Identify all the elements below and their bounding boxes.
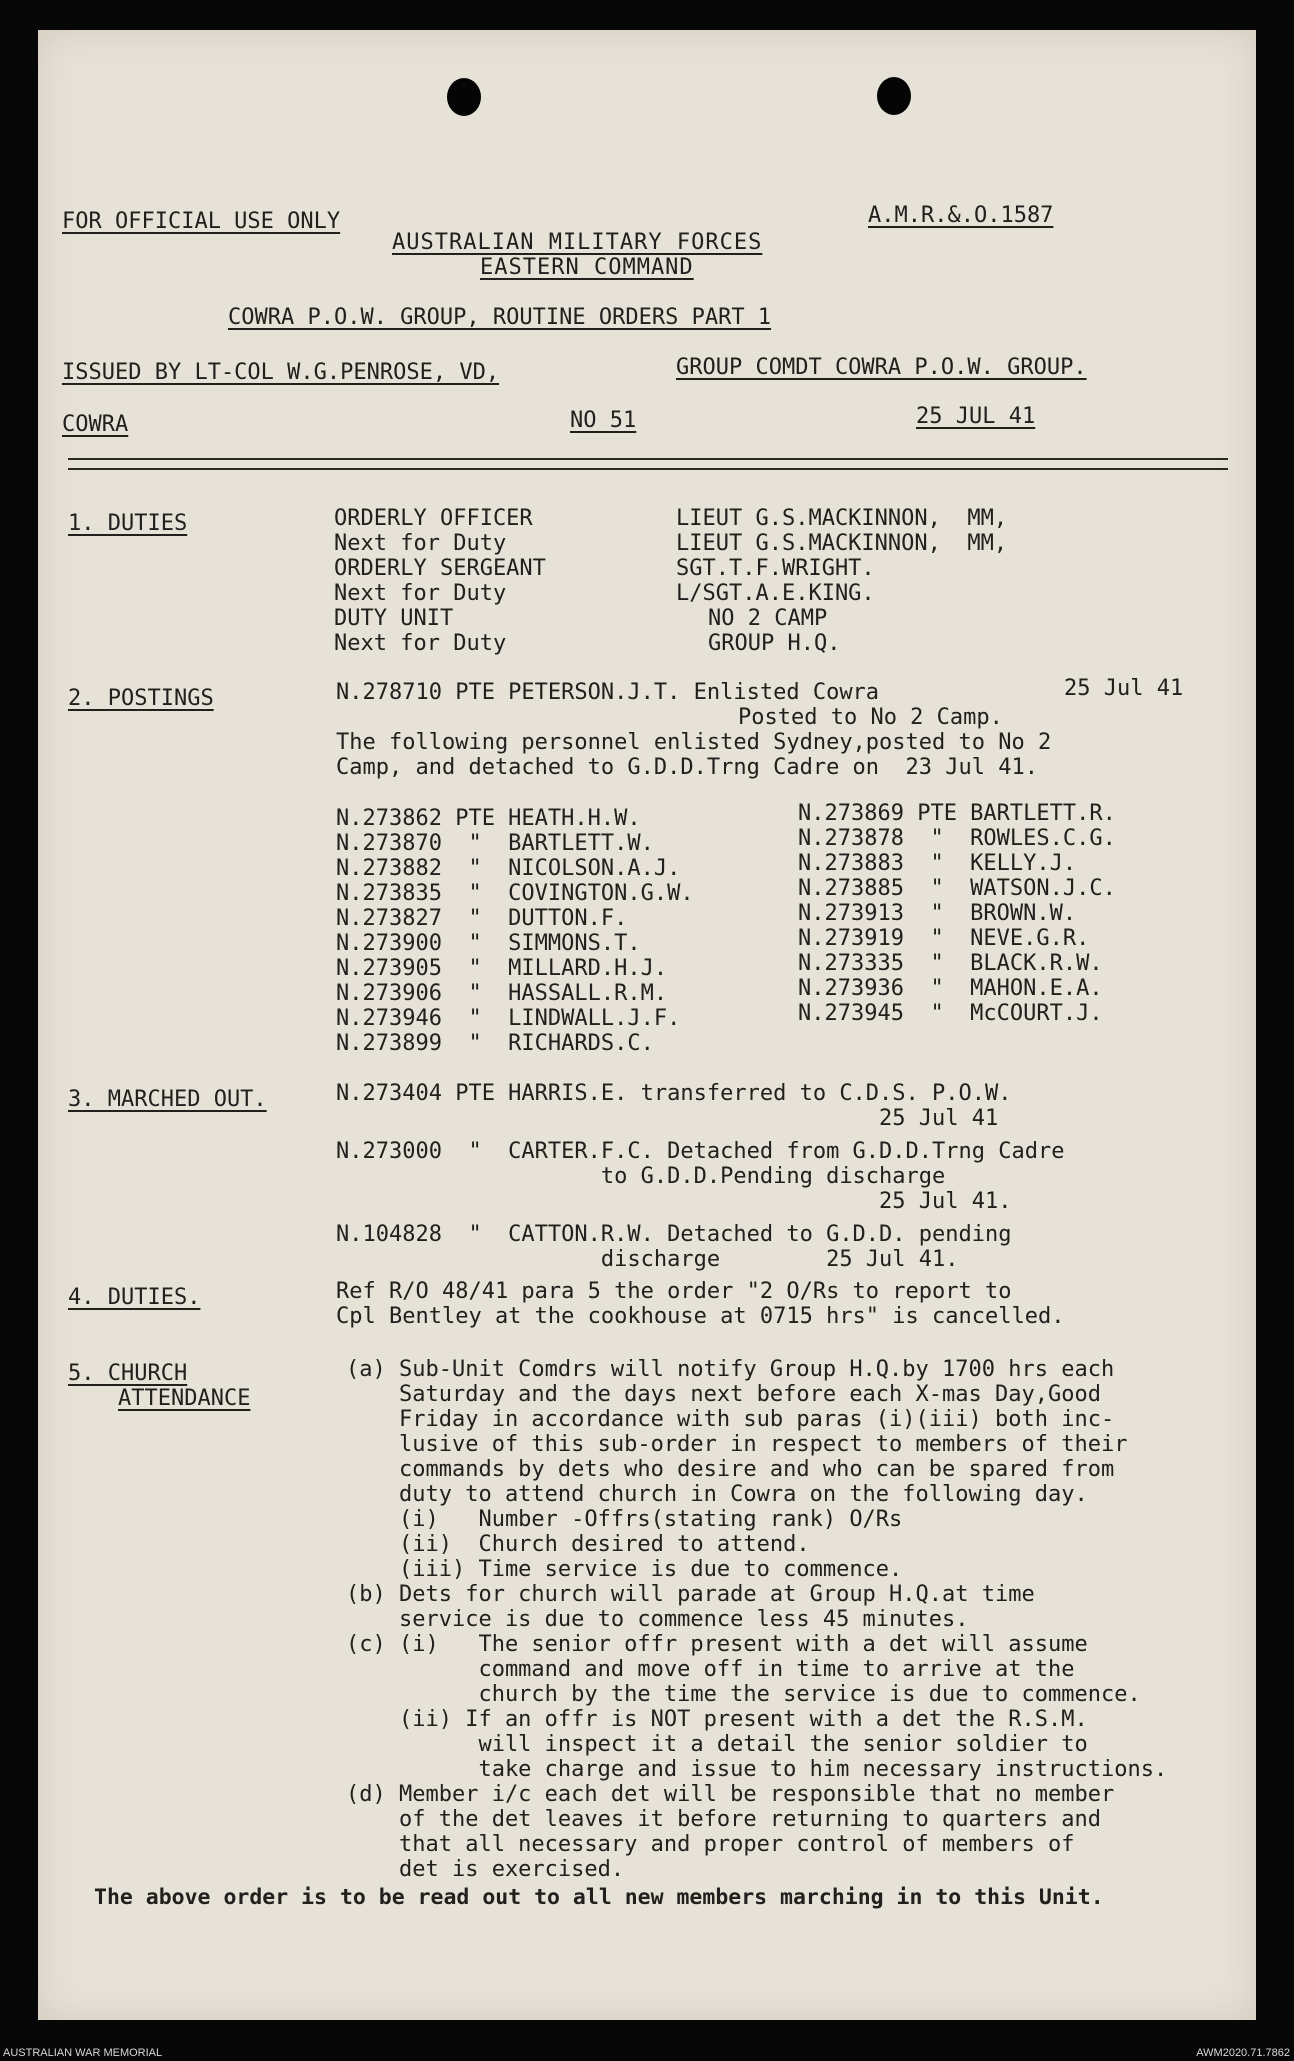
duty-person: NO 2 CAMP bbox=[708, 606, 828, 631]
section-5-heading-2: ATTENDANCE bbox=[118, 1386, 251, 1411]
duty-roles bbox=[334, 506, 546, 656]
command-title: EASTERN COMMAND bbox=[480, 255, 694, 280]
church-line: (c) (i) The senior offr present with a det will assume bbox=[346, 1632, 1088, 1657]
issued-by: ISSUED BY LT-COL W.G.PENROSE, VD, bbox=[62, 360, 500, 385]
section-2-heading: 2. POSTINGS bbox=[68, 686, 214, 711]
church-line: (iii) Time service is due to commence. bbox=[346, 1557, 903, 1582]
church-line: duty to attend church in Cowra on the following day. bbox=[346, 1482, 1088, 1507]
posting-line: The following personnel enlisted Sydney,posted to No 2 bbox=[336, 730, 1052, 755]
church-line: (b) Dets for church will parade at Group H.Q.at time bbox=[346, 1582, 1035, 1607]
duties-block bbox=[336, 1279, 1064, 1329]
church-line: lusive of this sub-order in respect to members of their bbox=[346, 1432, 1128, 1457]
duty-role: Next for Duty bbox=[334, 631, 507, 656]
marched-out-line: 25 Jul 41. bbox=[336, 1189, 1012, 1214]
list-item: N.273945 " McCOURT.J. bbox=[798, 1001, 1103, 1026]
marched-out-block bbox=[336, 1081, 1064, 1272]
list-item: N.273835 " COVINGTON.G.W. bbox=[336, 881, 694, 906]
list-item: N.273870 " BARTLETT.W. bbox=[336, 831, 654, 856]
marched-out-line: N.273404 PTE HARRIS.E. transferred to C.D.S. P.O.W. bbox=[336, 1081, 1012, 1106]
church-line: (ii) Church desired to attend. bbox=[346, 1532, 810, 1557]
section-3-heading: 3. MARCHED OUT. bbox=[68, 1087, 267, 1112]
church-line: church by the time the service is due to commence. bbox=[346, 1682, 1141, 1707]
place: COWRA bbox=[62, 412, 129, 437]
archive-reference: AWM2020.71.7862 bbox=[1196, 2047, 1290, 2059]
punch-hole-left bbox=[447, 78, 481, 116]
list-item: N.273906 " HASSALL.R.M. bbox=[336, 981, 668, 1006]
list-item: N.273936 " MAHON.E.A. bbox=[798, 976, 1103, 1001]
list-item: N.273862 PTE HEATH.H.W. bbox=[336, 806, 641, 831]
group-comdt: GROUP COMDT COWRA P.O.W. GROUP. bbox=[676, 355, 1087, 380]
church-line: Friday in accordance with sub paras (i)(iii) both inc- bbox=[346, 1407, 1115, 1432]
order-number: NO 51 bbox=[570, 408, 637, 433]
posting-line: Camp, and detached to G.D.D.Trng Cadre on 23 Jul 41. bbox=[336, 755, 1038, 780]
church-line: take charge and issue to him necessary instructions. bbox=[346, 1757, 1168, 1782]
duty-person: LIEUT G.S.MACKINNON, MM, bbox=[676, 531, 1008, 556]
church-line: command and move off in time to arrive at the bbox=[346, 1657, 1075, 1682]
duty-person: LIEUT G.S.MACKINNON, MM, bbox=[676, 506, 1008, 531]
list-item: N.273885 " WATSON.J.C. bbox=[798, 876, 1116, 901]
section-1-heading: 1. DUTIES bbox=[68, 511, 188, 536]
marched-out-line: to G.D.D.Pending discharge bbox=[336, 1164, 946, 1189]
list-item: N.273878 " ROWLES.C.G. bbox=[798, 826, 1116, 851]
church-line: service is due to commence less 45 minutes. bbox=[346, 1607, 969, 1632]
posting-line: Posted to No 2 Camp. bbox=[738, 705, 1003, 730]
order-date: 25 JUL 41 bbox=[916, 404, 1036, 429]
marched-out-line: N.273000 " CARTER.F.C. Detached from G.D.D.Trng Cadre bbox=[336, 1139, 1065, 1164]
archive-credit: AUSTRALIAN WAR MEMORIAL bbox=[3, 2047, 163, 2059]
posting-list-left bbox=[336, 806, 694, 1056]
duties-line: Cpl Bentley at the cookhouse at 0715 hrs" is cancelled. bbox=[336, 1304, 1065, 1329]
church-line: that all necessary and proper control of members of bbox=[346, 1832, 1075, 1857]
closing-note: The above order is to be read out to all new members marching in to this Unit. bbox=[94, 1885, 1104, 1910]
list-item: N.273919 " NEVE.G.R. bbox=[798, 926, 1090, 951]
duty-persons bbox=[676, 506, 1007, 656]
separator-line bbox=[68, 458, 1228, 470]
list-item: N.273882 " NICOLSON.A.J. bbox=[336, 856, 681, 881]
church-line: (i) Number -Offrs(stating rank) O/Rs bbox=[346, 1507, 903, 1532]
church-line: (d) Member i/c each det will be responsible that no member bbox=[346, 1782, 1115, 1807]
marched-out-line: 25 Jul 41 bbox=[336, 1106, 999, 1131]
section-5-heading: 5. CHURCH bbox=[68, 1361, 188, 1386]
church-line: commands by dets who desire and who can be spared from bbox=[346, 1457, 1115, 1482]
list-item: N.273905 " MILLARD.H.J. bbox=[336, 956, 668, 981]
order-reference: A.M.R.&.O.1587 bbox=[868, 203, 1054, 228]
posting-list-right bbox=[798, 801, 1116, 1026]
duty-role: ORDERLY SERGEANT bbox=[334, 556, 546, 581]
list-item: N.273899 " RICHARDS.C. bbox=[336, 1031, 654, 1056]
church-line: Saturday and the days next before each X-mas Day,Good bbox=[346, 1382, 1101, 1407]
list-item: N.273869 PTE BARTLETT.R. bbox=[798, 801, 1116, 826]
orders-title: COWRA P.O.W. GROUP, ROUTINE ORDERS PART 1 bbox=[228, 305, 772, 330]
list-item: N.273335 " BLACK.R.W. bbox=[798, 951, 1103, 976]
punch-hole-right bbox=[877, 77, 911, 115]
list-item: N.273900 " SIMMONS.T. bbox=[336, 931, 641, 956]
forces-title: AUSTRALIAN MILITARY FORCES bbox=[392, 230, 763, 255]
duty-role: Next for Duty bbox=[334, 581, 507, 606]
church-line: (a) Sub-Unit Comdrs will notify Group H.Q.by 1700 hrs each bbox=[346, 1357, 1115, 1382]
church-block bbox=[346, 1357, 1167, 1882]
marched-out-line: N.104828 " CATTON.R.W. Detached to G.D.D. pending bbox=[336, 1222, 1012, 1247]
church-line: (ii) If an offr is NOT present with a det the R.S.M. bbox=[346, 1707, 1088, 1732]
duty-role: ORDERLY OFFICER bbox=[334, 506, 533, 531]
official-use-label: FOR OFFICIAL USE ONLY bbox=[62, 209, 341, 234]
list-item: N.273946 " LINDWALL.J.F. bbox=[336, 1006, 681, 1031]
duties-line: Ref R/O 48/41 para 5 the order "2 O/Rs to report to bbox=[336, 1279, 1012, 1304]
list-item: N.273827 " DUTTON.F. bbox=[336, 906, 628, 931]
church-line: of the det leaves it before returning to quarters and bbox=[346, 1807, 1101, 1832]
duty-person: SGT.T.F.WRIGHT. bbox=[676, 556, 875, 581]
list-item: N.273883 " KELLY.J. bbox=[798, 851, 1077, 876]
posting-date: 25 Jul 41 bbox=[1064, 676, 1184, 701]
marched-out-line: discharge 25 Jul 41. bbox=[336, 1247, 959, 1272]
duty-person: GROUP H.Q. bbox=[708, 631, 841, 656]
list-item: N.273913 " BROWN.W. bbox=[798, 901, 1077, 926]
posting-line: N.278710 PTE PETERSON.J.T. Enlisted Cowra bbox=[336, 680, 880, 705]
church-line: will inspect it a detail the senior soldier to bbox=[346, 1732, 1088, 1757]
duty-role: DUTY UNIT bbox=[334, 606, 454, 631]
church-line: det is exercised. bbox=[346, 1857, 625, 1882]
duty-person: L/SGT.A.E.KING. bbox=[676, 581, 875, 606]
duty-role: Next for Duty bbox=[334, 531, 507, 556]
section-4-heading: 4. DUTIES. bbox=[68, 1285, 201, 1310]
